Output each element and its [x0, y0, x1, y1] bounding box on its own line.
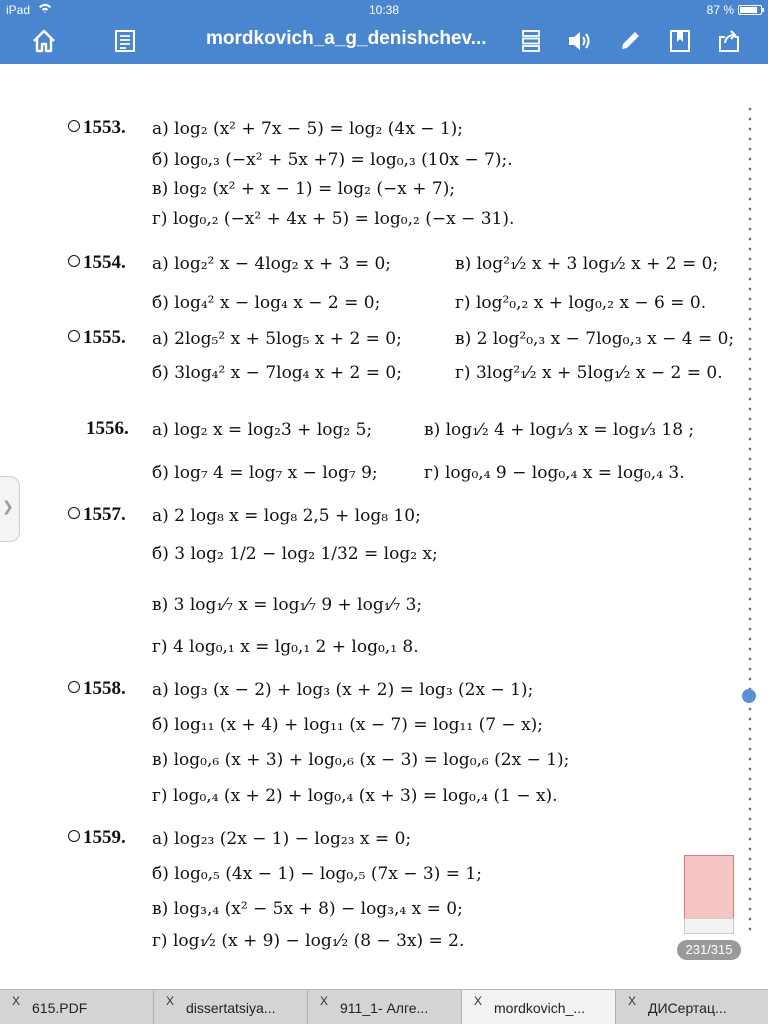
equation: б) log₄² x − log₄ x − 2 = 0; — [152, 293, 381, 313]
scroll-handle[interactable] — [742, 689, 756, 703]
page-thumbnail[interactable] — [684, 855, 734, 919]
exercise-number-label: 1555. — [83, 327, 126, 348]
equation: а) log₂ (x² + 7x − 5) = log₂ (4x − 1); — [152, 119, 464, 139]
exercise-number — [68, 117, 126, 139]
document-title: mordkovich_a_g_denishchev... — [206, 28, 487, 49]
document-tab[interactable] — [462, 990, 616, 1024]
bookmark-icon[interactable] — [667, 28, 693, 54]
exercise-number-label: 1559. — [83, 827, 126, 848]
exercise-number-label: 1553. — [83, 117, 126, 138]
close-tab-icon[interactable]: X — [320, 994, 329, 1008]
exercise-number — [86, 418, 129, 440]
top-toolbar — [0, 0, 768, 64]
equation-right: г) log²₀,₂ x + log₀,₂ x − 6 = 0. — [455, 293, 707, 313]
exercise-number — [68, 327, 126, 349]
speaker-icon[interactable] — [566, 28, 592, 54]
equation: а) log₂₃ (2x − 1) − log₂₃ x = 0; — [152, 829, 412, 849]
document-page[interactable] — [0, 64, 768, 989]
battery-percent: 87 % — [706, 3, 734, 17]
equation: г) log₀,₂ (−x² + 4x + 5) = log₀,₂ (−x − 31). — [152, 209, 515, 229]
equation: а) 2log₅² x + 5log₅ x + 2 = 0; — [152, 329, 402, 349]
equation: б) log₀,₅ (4x − 1) − log₀,₅ (7x − 3) = 1; — [152, 864, 482, 884]
equation: в) log₃,₄ (x² − 5x + 8) − log₃,₄ x = 0; — [152, 899, 463, 919]
page-indicator: 231/315 — [677, 940, 741, 960]
exercise-number — [68, 504, 126, 526]
document-tabs — [0, 989, 768, 1024]
equation: в) log₂ (x² + x − 1) = log₂ (−x + 7); — [152, 179, 456, 199]
equation: а) 2 log₈ x = log₈ 2,5 + log₈ 10; — [152, 506, 421, 526]
circle-marker-icon — [68, 255, 80, 267]
equation: в) log₀,₆ (x + 3) + log₀,₆ (x − 3) = log₀,₆ (2x − 1); — [152, 750, 570, 770]
equation: б) 3log₄² x − 7log₄ x + 2 = 0; — [152, 363, 402, 383]
share-icon[interactable] — [716, 28, 742, 54]
equation: б) 3 log₂ 1/2 − log₂ 1/32 = log₂ x; — [152, 544, 438, 564]
tab-label: mordkovich_... — [494, 1000, 586, 1016]
tab-label: 911_1- Алге... — [340, 1000, 429, 1016]
equation-right: в) log₁⁄₂ 4 + log₁⁄₃ x = log₁⁄₃ 18 ; — [424, 420, 695, 440]
circle-marker-icon — [68, 507, 80, 519]
tab-label: 615.PDF — [32, 1000, 88, 1016]
equation: г) 4 log₀,₁ x = lg₀,₁ 2 + log₀,₁ 8. — [152, 637, 419, 657]
status-bar — [0, 0, 768, 20]
clock: 10:38 — [368, 3, 400, 17]
equation: в) 3 log₁⁄₇ x = log₁⁄₇ 9 + log₁⁄₇ 3; — [152, 595, 423, 615]
equation: б) log₇ 4 = log₇ x − log₇ 9; — [152, 463, 378, 483]
close-tab-icon[interactable]: X — [474, 994, 483, 1008]
tab-label: dissertatsiya... — [186, 1000, 276, 1016]
home-icon[interactable] — [31, 28, 57, 54]
document-tab[interactable] — [616, 990, 768, 1024]
close-tab-icon[interactable]: X — [628, 994, 637, 1008]
exercise-number-label: 1557. — [83, 504, 126, 525]
circle-marker-icon — [68, 330, 80, 342]
pencil-icon[interactable] — [617, 28, 643, 54]
equation: б) log₀,₃ (−x² + 5x +7) = log₀,₃ (10x − 7);. — [152, 150, 513, 170]
exercise-number — [68, 678, 126, 700]
list-icon[interactable] — [112, 28, 138, 54]
equation-right: в) log²₁⁄₂ x + 3 log₁⁄₂ x + 2 = 0; — [455, 254, 719, 274]
circle-marker-icon — [68, 681, 80, 693]
device-label: iPad — [6, 3, 31, 17]
page-scroll-track[interactable] — [748, 104, 752, 934]
exercise-number-label: 1558. — [83, 678, 126, 699]
exercise-number — [68, 252, 126, 274]
equation: б) log₁₁ (x + 4) + log₁₁ (x − 7) = log₁₁ (7 − x); — [152, 715, 544, 735]
side-panel-tab[interactable] — [0, 476, 20, 542]
document-tab[interactable] — [0, 990, 154, 1024]
exercise-number — [68, 827, 126, 849]
close-tab-icon[interactable]: X — [12, 994, 21, 1008]
battery-icon — [738, 5, 762, 15]
document-tab[interactable] — [154, 990, 308, 1024]
circle-marker-icon — [68, 830, 80, 842]
equation: а) log₂ x = log₂3 + log₂ 5; — [152, 420, 373, 440]
exercise-number-label: 1554. — [83, 252, 126, 273]
equation: г) log₁⁄₂ (x + 9) − log₁⁄₂ (8 − 3x) = 2. — [152, 931, 465, 951]
equation: а) log₃ (x − 2) + log₃ (x + 2) = log₃ (2x − 1); — [152, 680, 534, 700]
equation-right: в) 2 log²₀,₃ x − 7log₀,₃ x − 4 = 0; — [455, 329, 735, 349]
equation: г) log₀,₄ (x + 2) + log₀,₄ (x + 3) = log₀,₄ (1 − x). — [152, 786, 558, 806]
close-tab-icon[interactable]: X — [166, 994, 175, 1008]
circle-marker-icon — [68, 120, 80, 132]
equation-right: г) 3log²₁⁄₂ x + 5log₁⁄₂ x − 2 = 0. — [455, 363, 723, 383]
menu-icon[interactable] — [518, 28, 544, 54]
exercise-number-label: 1556. — [86, 418, 129, 439]
document-tab[interactable] — [308, 990, 462, 1024]
chevron-right-icon: ❯ — [2, 499, 14, 515]
tab-label: ДИСертац... — [648, 1000, 727, 1016]
equation-right: г) log₀,₄ 9 − log₀,₄ x = log₀,₄ 3. — [424, 463, 685, 483]
equation: а) log₂² x − 4log₂ x + 3 = 0; — [152, 254, 392, 274]
